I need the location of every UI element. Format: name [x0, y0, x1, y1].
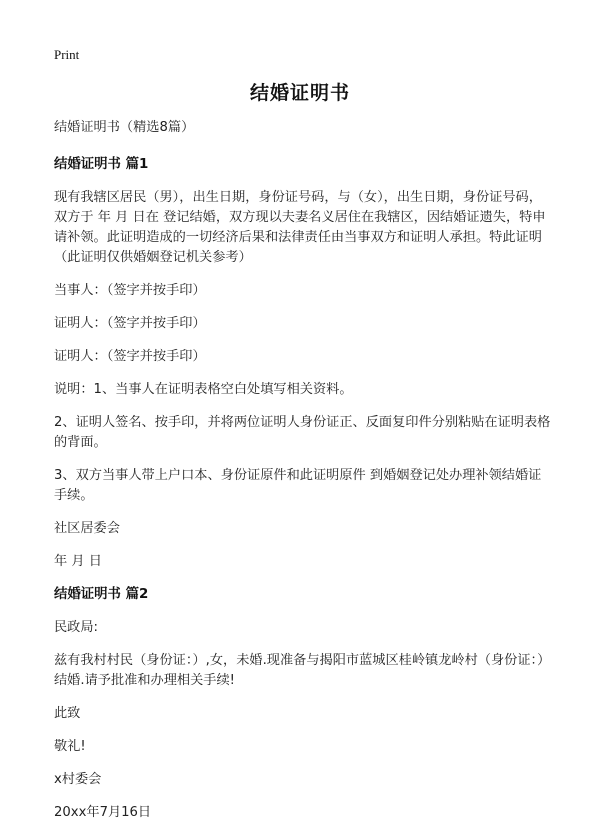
document-subtitle: 结婚证明书（精选8篇）	[54, 120, 195, 135]
section-1-witness-signature-1: 证明人：（签字并按手印）	[54, 316, 206, 331]
section-1-note-1: 说明：1、当事人在证明表格空白处填写相关资料。	[54, 382, 353, 397]
section-1-note-2: 2、证明人签名、按手印，并将两位证明人身份证正、反面复印件分别粘贴在证明表格的背面。	[54, 415, 551, 450]
print-link[interactable]: Print	[54, 47, 80, 62]
section-2-closing-2: 敬礼!	[54, 739, 86, 754]
document-title: 结婚证明书	[249, 82, 350, 104]
section-2-recipient: 民政局:	[54, 620, 99, 635]
document-content	[54, 118, 554, 836]
section-1-body: 现有我辖区居民（男），出生日期，身份证号码，与（女），出生日期，身份证号码，双方于 年 月 日在 登记结婚，双方现以夫妻名义居住在我辖区，因结婚证遗失，特申请补领。此证明造成的一切经济后果和法律责任由当事双方和证明人承担。特此证明（此证明仅供婚姻登记机关参考）	[54, 190, 546, 265]
section-1-date: 年 月 日	[54, 554, 102, 569]
section-2-body: 兹有我村村民（身份证：）,女，未婚.现准备与揭阳市蓝城区桂岭镇龙岭村（身份证：）结婚.请予批准和办理相关手续!	[54, 653, 551, 688]
section-1-heading: 结婚证明书 篇1	[54, 157, 149, 172]
section-1-party-signature: 当事人：（签字并按手印）	[54, 283, 206, 298]
section-2-date: 20xx年7月16日	[54, 805, 152, 820]
section-1-issuer: 社区居委会	[54, 521, 120, 536]
section-2-issuer: x村委会	[54, 772, 102, 787]
section-1-witness-signature-2: 证明人：（签字并按手印）	[54, 349, 206, 364]
section-2-heading: 结婚证明书 篇2	[54, 587, 149, 602]
section-2-closing-1: 此致	[54, 706, 81, 721]
section-1-note-3: 3、双方当事人带上户口本、身份证原件和此证明原件 到婚姻登记处办理补领结婚证手续。	[54, 468, 542, 503]
